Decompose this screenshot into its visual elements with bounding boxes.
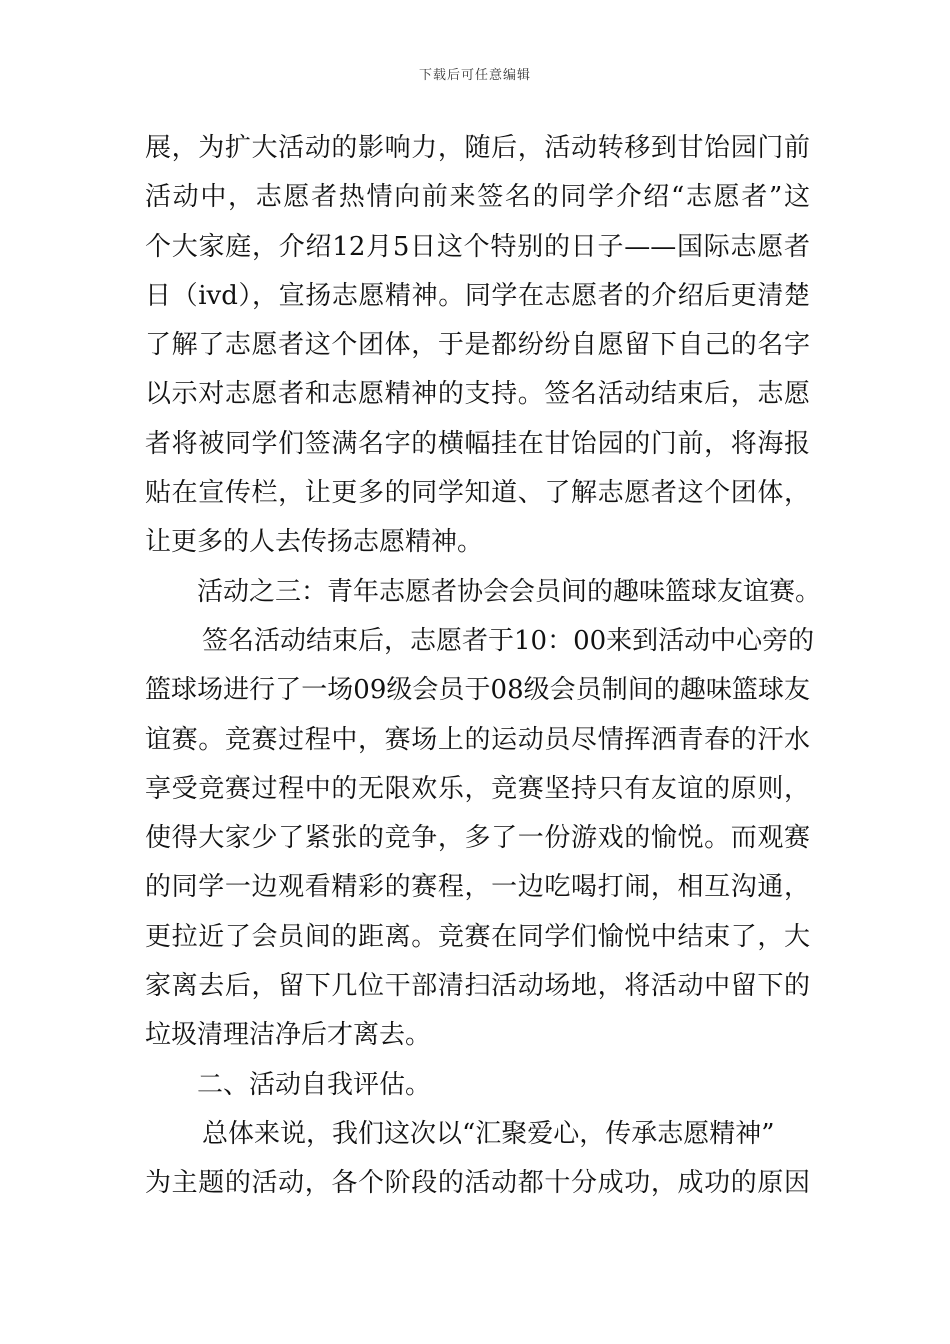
text-line: 为主题的活动，各个阶段的活动都十分成功，成功的原因 xyxy=(145,1168,810,1199)
text-line: 更拉近了会员间的距离。竞赛在同学们愉悦中结束了，大 xyxy=(145,921,810,952)
text-line: 享受竞赛过程中的无限欢乐，竞赛坚持只有友谊的原则， xyxy=(145,773,810,804)
text-line: 总体来说，我们这次以“汇聚爱心，传承志愿精神” xyxy=(202,1118,775,1149)
text-line: 家离去后，留下几位干部清扫活动场地，将活动中留下的 xyxy=(145,971,810,1002)
section-heading: 二、活动自我评估。 xyxy=(197,1069,432,1100)
text-line: 的同学一边观看精彩的赛程，一边吃喝打闹，相互沟通， xyxy=(145,872,810,903)
text-line: 展，为扩大活动的影响力，随后，活动转移到甘饴园门前 xyxy=(145,133,810,163)
section-heading: 活动之三：青年志愿者协会会员间的趣味篮球友谊赛。 xyxy=(197,576,822,607)
text-line: 垃圾清理洁净后才离去。 xyxy=(145,1020,432,1051)
text-line: 使得大家少了紧张的竞争，多了一份游戏的愉悦。而观赛 xyxy=(145,823,810,854)
text-line: 贴在宣传栏，让更多的同学知道、了解志愿者这个团体， xyxy=(145,478,810,509)
text-line: 者将被同学们签满名字的横幅挂在甘饴园的门前，将海报 xyxy=(145,428,810,459)
text-line: 让更多的人去传扬志愿精神。 xyxy=(145,527,484,558)
text-line: 谊赛。竞赛过程中，赛场上的运动员尽情挥洒青春的汗水 xyxy=(145,724,810,755)
page-header: 下载后可任意编辑 xyxy=(418,68,531,83)
text-line: 签名活动结束后，志愿者于10：00来到活动中心旁的 xyxy=(202,625,815,656)
text-line: 了解了志愿者这个团体，于是都纷纷自愿留下自己的名字 xyxy=(145,330,810,361)
text-line: 篮球场进行了一场09级会员于08级会员制间的趣味篮球友 xyxy=(145,675,810,706)
text-line: 以示对志愿者和志愿精神的支持。签名活动结束后，志愿 xyxy=(145,379,810,410)
body-text xyxy=(145,124,822,1209)
text-line: 活动中，志愿者热情向前来签名的同学介绍“志愿者”这 xyxy=(145,182,810,213)
text-line: 个大家庭，介绍12月5日这个特别的日子——国际志愿者 xyxy=(145,231,810,262)
text-line: 日（ivd），宣扬志愿精神。同学在志愿者的介绍后更清楚 xyxy=(145,280,810,311)
